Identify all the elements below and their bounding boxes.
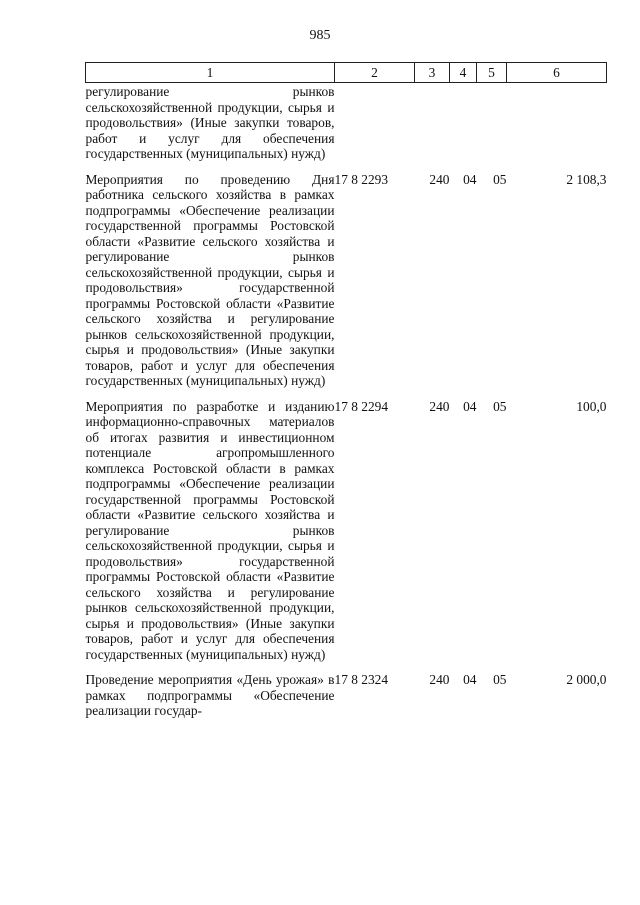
cell-name: регулирование рынков сельскохозяйственной продукции, сырья и продовольствия» (Иные закупки товаров, работ и услуг для обеспечения государственных (муниципальных) нужд): [85, 84, 335, 161]
cell-section: [450, 83, 477, 170]
cell-code: 17 8 2294: [334, 398, 389, 414]
table-row: [86, 397, 607, 671]
cell-subsection: 05: [493, 672, 507, 687]
page-number: 985: [309, 28, 331, 43]
header-col-4: 4: [450, 63, 477, 83]
header-col-2: 2: [335, 63, 415, 83]
table-row: [86, 670, 607, 727]
cell-code: [335, 83, 415, 170]
cell-expense-type: 240: [429, 171, 450, 187]
table-row: [86, 83, 607, 170]
cell-amount: 100,0: [576, 398, 607, 414]
cell-code: 17 8 2293: [334, 171, 389, 187]
header-col-5: 5: [477, 63, 507, 83]
cell-amount: [507, 83, 607, 170]
cell-subsection: 05: [493, 398, 507, 414]
cell-amount: 2 108,3: [566, 171, 607, 187]
cell-code: 17 8 2324: [334, 672, 389, 687]
cell-section: 04: [463, 171, 477, 187]
cell-subsection: [477, 83, 507, 170]
cell-subsection: 05: [493, 171, 507, 187]
cell-amount: 2 000,0: [566, 672, 607, 687]
budget-table: [85, 62, 607, 727]
cell-expense-type: 240: [429, 672, 450, 687]
header-row: [86, 63, 607, 83]
cell-section: 04: [463, 398, 477, 414]
table-row: [86, 170, 607, 397]
cell-name: Проведение мероприятия «День урожая» в рамках подпрограммы «Обеспечение реализации государ-: [85, 672, 335, 718]
header-col-1: 1: [86, 63, 335, 83]
cell-expense-type: 240: [429, 398, 450, 414]
header-col-6: 6: [507, 63, 607, 83]
cell-name: Мероприятия по разработке и изданию информационно-справочных материалов об итогах развития и инвестиционном потенциале агропромышленного комплекса Ростовской области в рамках подпрограммы «Обеспечение реализации государственной программы Ростовской области «Развитие сельского хозяйства и регулирование рынков сельскохозяйственной продукции, сырья и продовольствия» государственной программы Ростовской области «Развитие сельского хозяйства и регулирование рынков сельскохозяйственной продукции, сырья и продовольствия» (Иные закупки товаров, работ и услуг для обеспечения государственных (муниципальных) нужд): [85, 398, 335, 662]
cell-section: 04: [463, 672, 477, 687]
header-col-3: 3: [415, 63, 450, 83]
cell-expense-type: [415, 83, 450, 170]
cell-name: Мероприятия по проведению Дня работника сельского хозяйства в рамках подпрограммы «Обеспечение реализации государственной программы Ростовской области «Развитие сельского хозяйства и регулирование рынков сельскохозяйственной продукции, сырья и продовольствия» государственной программы Ростовской области «Развитие сельского хозяйства и регулирование рынков сельскохозяйственной продукции, сырья и продовольствия» (Иные закупки товаров, работ и услуг для обеспечения государственных (муниципальных) нужд): [85, 171, 335, 388]
